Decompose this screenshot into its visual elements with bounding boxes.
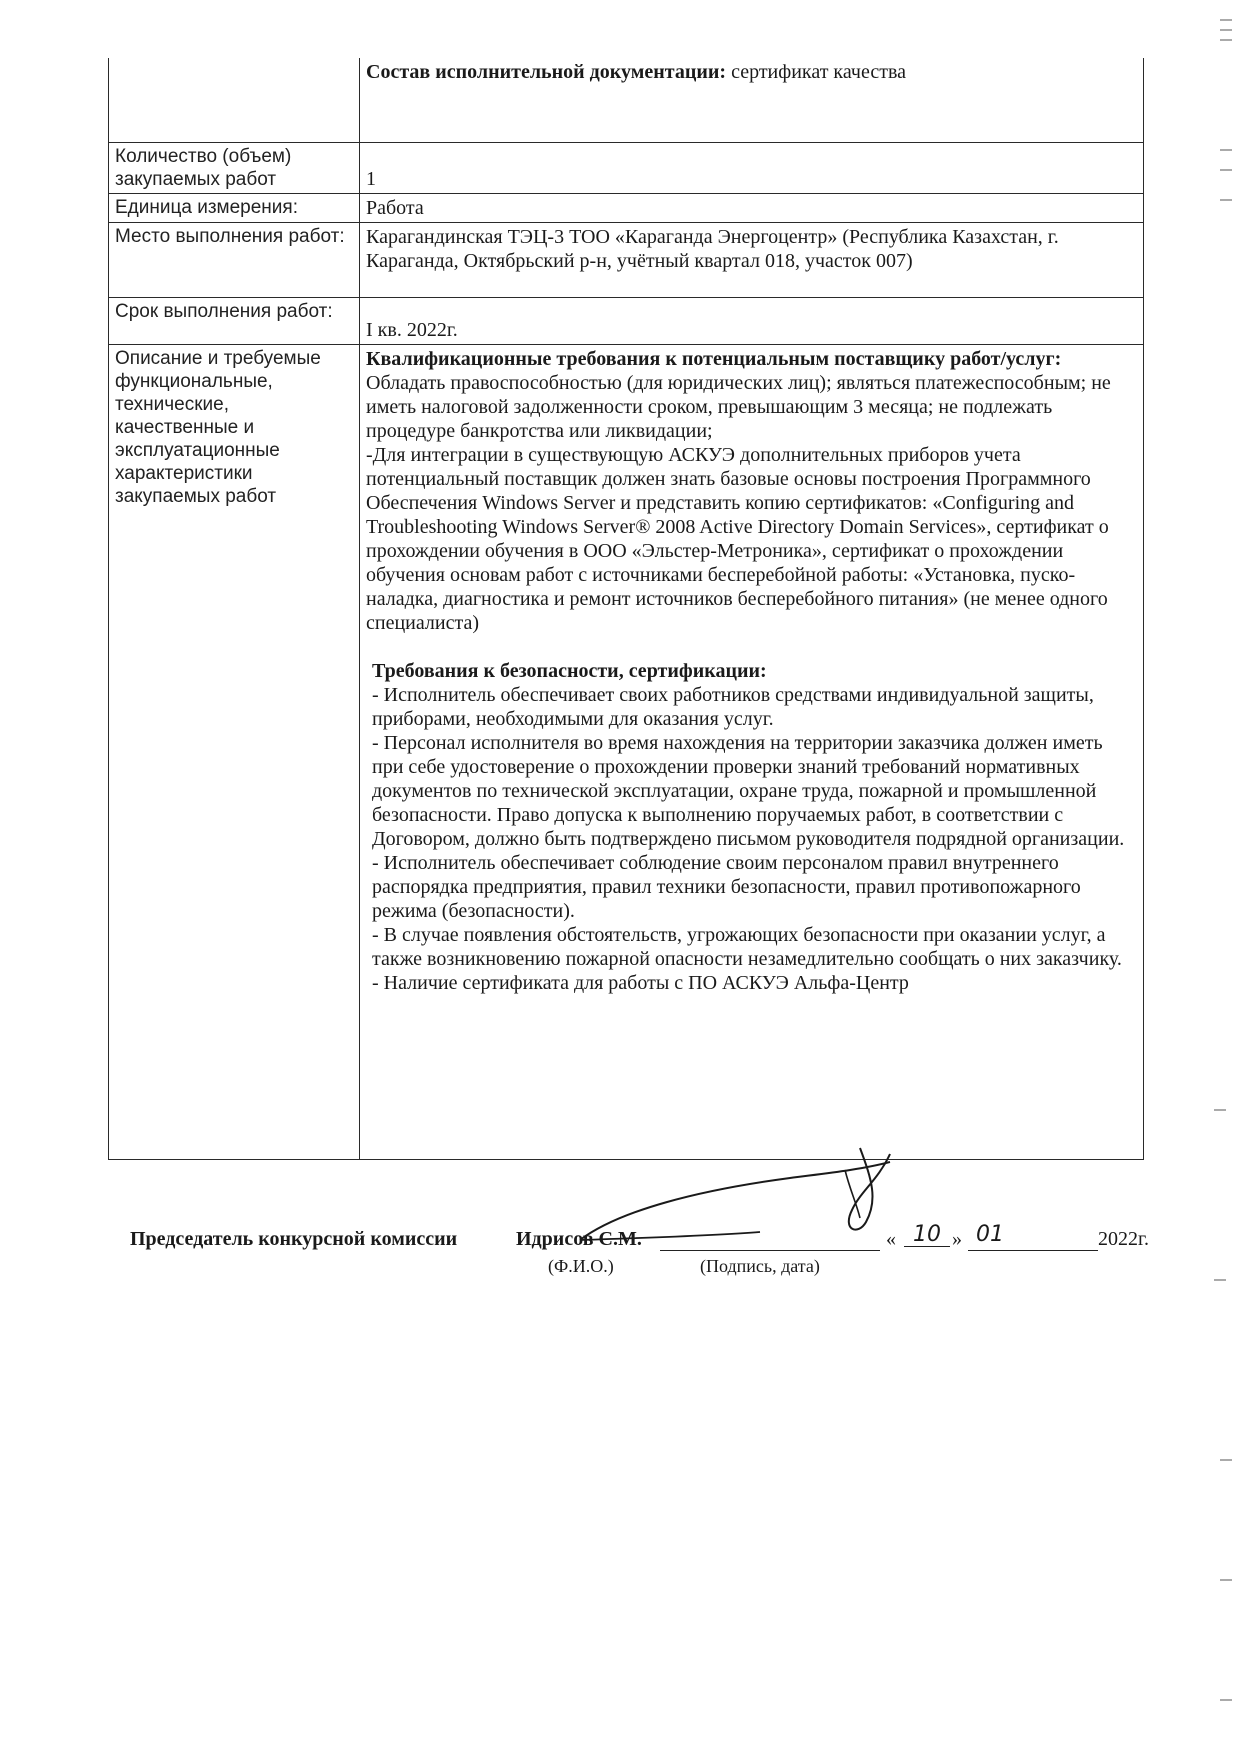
safety-heading: Требования к безопасности, сертификации: — [372, 660, 767, 682]
month-line — [968, 1250, 1098, 1251]
documentation-label: Состав исполнительной документации: — [366, 61, 727, 83]
empty-label-cell — [109, 58, 360, 143]
quote-open: « — [886, 1228, 896, 1250]
place-value: Карагандинская ТЭЦ-3 ТОО «Караганда Энергоцентр» (Республика Казахстан, г. Караганда, Октябрьский р-н, учётный квартал 018, участок 007) — [360, 223, 1144, 298]
fio-caption: (Ф.И.О.) — [548, 1256, 614, 1276]
scan-margin-marks — [1210, 0, 1240, 1754]
safety-item-1: - Исполнитель обеспечивает своих работников средствами индивидуальной защиты, приборами, необходимыми для оказания услуг. — [372, 684, 1094, 730]
signature-line — [660, 1250, 880, 1251]
date-day: 10 — [904, 1222, 950, 1247]
safety-item-3: - Исполнитель обеспечивает соблюдение своим персоналом правил внутреннего распорядка предприятия, правил техники безопасности, правил противопожарного режима (безопасности). — [372, 852, 1081, 922]
date-month: 01 — [976, 1222, 1004, 1247]
qualification-paragraph-1: Обладать правоспособностью (для юридических лиц); являться платежеспособным; не иметь налоговой задолженности сроком, превышающим 3 месяца; не подлежать процедуре банкротства или ликвидации; — [366, 372, 1111, 442]
description-label: Описание и требуемые функциональные, технические, качественные и эксплуатационные характеристики закупаемых работ — [109, 345, 360, 1160]
table-row — [109, 143, 1144, 194]
table-row — [109, 194, 1144, 223]
description-cell — [360, 345, 1144, 1160]
documentation-cell — [360, 58, 1144, 143]
term-label: Срок выполнения работ: — [109, 298, 360, 345]
place-label: Место выполнения работ: — [109, 223, 360, 298]
safety-item-4: - В случае появления обстоятельств, угрожающих безопасности при оказании услуг, а также возникновению пожарной опасности незамедлительно сообщать о них заказчику. — [372, 924, 1122, 970]
table-row — [109, 58, 1144, 143]
documentation-value: сертификат качества — [726, 61, 907, 83]
specification-table — [108, 58, 1144, 1160]
chair-label: Председатель конкурсной комиссии — [130, 1228, 458, 1250]
table-row — [109, 298, 1144, 345]
signature-caption: (Подпись, дата) — [700, 1256, 820, 1276]
quote-close: » — [952, 1228, 962, 1250]
qualification-heading: Квалификационные требования к потенциальным поставщику работ/услуг: — [366, 348, 1062, 370]
safety-item-5: - Наличие сертификата для работы с ПО АСКУЭ Альфа-Центр — [372, 972, 909, 994]
unit-value: Работа — [360, 194, 1144, 223]
safety-item-2: - Персонал исполнителя во время нахождения на территории заказчика должен иметь при себе удостоверение о прохождении проверки знаний требований нормативных документов по технической эксплуатации, охране труда, пожарной и промышленной безопасности. Право допуска к выполнению поручаемых работ, в соответствии с Договором, должно быть подтверждено письмом руководителя подрядной организации. — [372, 732, 1125, 850]
qualification-paragraph-2: -Для интеграции в существующую АСКУЭ дополнительных приборов учета потенциальный поставщик должен знать базовые основы построения Программного Обеспечения Windows Server и представить копию сертификатов: «Configuring and Troubleshooting Windows Server® 2008 Active Directory Domain Services», сертификат о прохождении обучения в ООО «Эльстер-Метроника», сертификат о прохождении обучения основам работ с источниками бесперебойной работы: «Установка, пуско-наладка, диагностика и ремонт источников бесперебойного питания» (не менее одного специалиста) — [366, 444, 1109, 634]
quantity-value: 1 — [360, 143, 1144, 194]
table-row — [109, 223, 1144, 298]
date-year: 2022г. — [1098, 1228, 1149, 1250]
quantity-label: Количество (объем) закупаемых работ — [109, 143, 360, 194]
spacer — [366, 635, 1137, 659]
unit-label: Единица измерения: — [109, 194, 360, 223]
chair-name: Идрисов С.М. — [516, 1228, 642, 1250]
term-value: I кв. 2022г. — [360, 298, 1144, 345]
table-row — [109, 345, 1144, 1160]
